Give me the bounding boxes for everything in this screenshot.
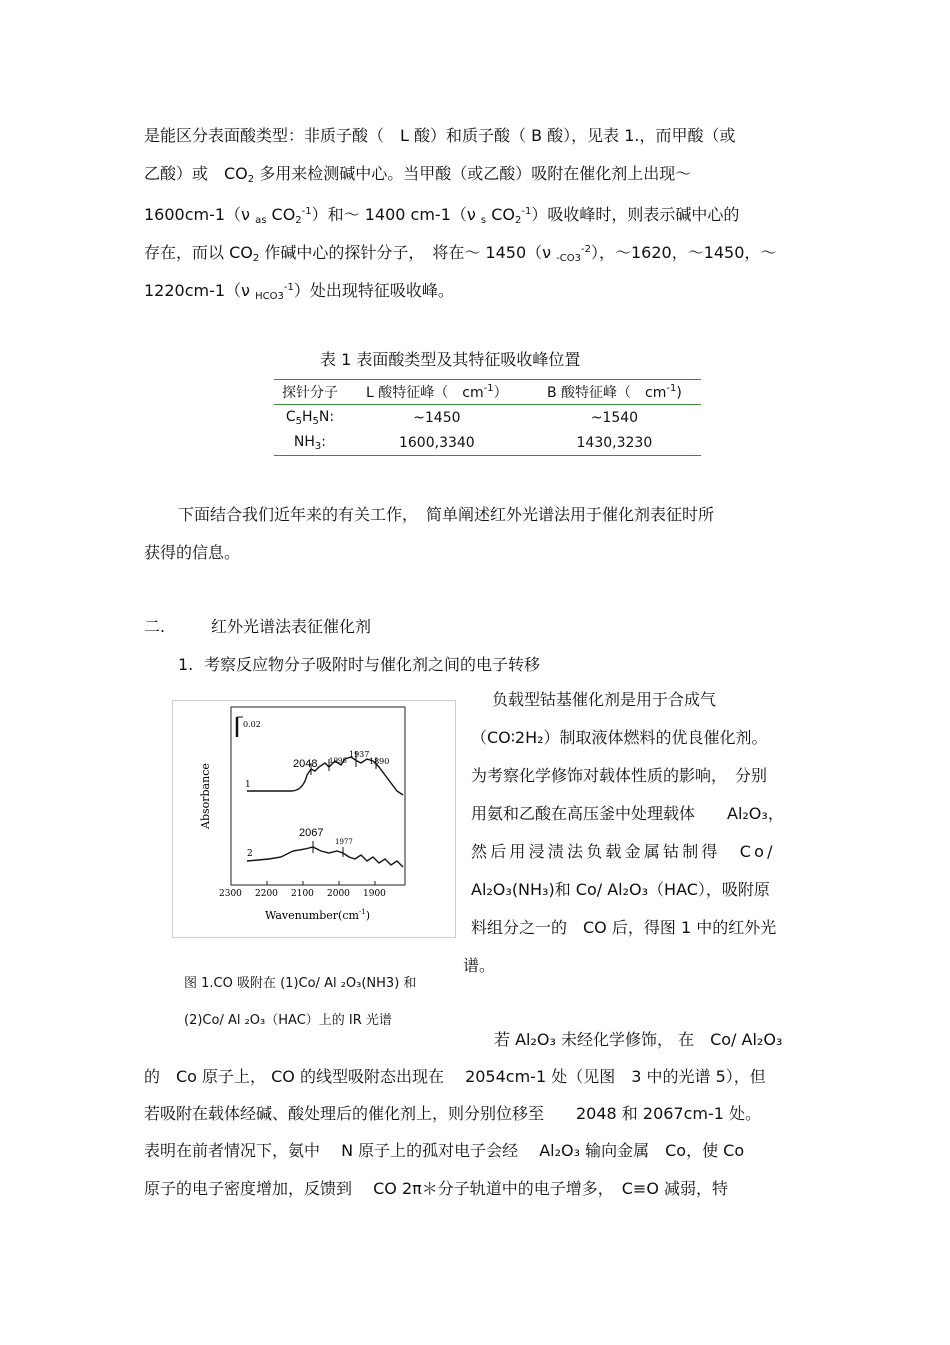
- text-span: ）处出现特征吸收峰。: [293, 281, 454, 300]
- text-span: 作碱中心的探针分子， 将在～ 1450（ν: [259, 243, 557, 262]
- subscript: -CO3: [556, 253, 581, 264]
- table-header-l-acid: [346, 380, 528, 405]
- subscript: 2: [295, 215, 302, 226]
- superscript: -2: [580, 244, 591, 255]
- right-text-line5: 然后用浸渍法负载金属钴制得 Co/: [471, 842, 776, 861]
- superscript: -1: [283, 282, 294, 293]
- y-axis-label: Absorbance: [199, 763, 212, 829]
- table-cell-b: 1430,3230: [528, 430, 701, 456]
- table-header-probe: 探针分子: [274, 380, 346, 405]
- text-span: ）吸收峰时，则表示碱中心的: [531, 205, 740, 224]
- text-span: C: [285, 408, 296, 425]
- text-span: 1220cm-1（ν: [144, 281, 256, 300]
- peak-label: 1996: [329, 757, 347, 765]
- text-span: ）和～ 1400 cm-1（ν: [311, 205, 481, 224]
- peak-label: 1977: [335, 838, 353, 846]
- figure-caption-line1: 图 1.CO 吸附在 (1)Co/ Al ₂O₃(NH3) 和: [184, 976, 417, 991]
- subscript: 2: [515, 215, 522, 226]
- section-number: 二.: [144, 617, 166, 636]
- x-tick-label: 2000: [327, 889, 350, 899]
- text-span: H: [301, 408, 313, 425]
- x-axis-label-end: ): [365, 909, 371, 922]
- text-span: N:: [318, 408, 335, 425]
- subscript: 3: [314, 440, 322, 452]
- table-cell-b: ~1540: [590, 409, 639, 426]
- right-text-line2: （CO∶2H₂）制取液体燃料的优良催化剂。: [471, 728, 768, 747]
- subscript: 5: [295, 415, 302, 427]
- x-tick-label: 1900: [363, 889, 386, 899]
- x-ticks: [231, 881, 375, 885]
- subscript: as: [255, 215, 267, 226]
- table-row: [274, 405, 701, 431]
- text-span: L 酸特征峰（ cm: [366, 385, 484, 401]
- table-header-b-acid: [528, 380, 701, 405]
- x-tick-label: 2300: [219, 889, 242, 899]
- curve-label-1: 1: [245, 780, 251, 790]
- text-span: 1600cm-1（ν: [144, 205, 256, 224]
- table-cell-l: ~1450: [413, 409, 461, 426]
- scale-label: 0.02: [243, 720, 261, 729]
- subscript: 2: [252, 253, 260, 264]
- subsection-number: 1.: [178, 655, 194, 674]
- text-span: CO: [486, 205, 515, 224]
- x-tick-label: 2200: [255, 889, 278, 899]
- plot-frame: [231, 707, 405, 885]
- figure-caption-line2: (2)Co/ Al ₂O₃（HAC）上的 IR 光谱: [184, 1013, 392, 1028]
- para1-line5: [144, 278, 454, 307]
- spectrum-curve-2: [247, 847, 403, 867]
- section-title: 红外光谱法表征催化剂: [211, 617, 372, 636]
- table-title: 表 1 表面酸类型及其特征吸收峰位置: [320, 350, 581, 369]
- ir-spectrum-plot: [173, 701, 455, 937]
- superscript: -1: [666, 383, 677, 394]
- x-axis-label-text: Wavenumber(cm: [265, 909, 359, 922]
- superscript: -1: [521, 206, 532, 217]
- x-axis-label: [265, 908, 370, 922]
- subscript: HCO3: [255, 291, 284, 302]
- para3-line2: 的 Co 原子上， CO 的线型吸附态出现在 2054cm-1 处（见图 3 中的光谱 5），但: [144, 1067, 766, 1086]
- subscript: 2: [247, 174, 255, 185]
- para3-line4: 表明在前者情况下，氨中 N 原子上的孤对电子会经 Al₂O₃ 输向金属 Co，使 Co: [144, 1141, 745, 1160]
- x-axis-label-sup: -1: [358, 908, 366, 916]
- para3-line3: 若吸附在载体经碱、酸处理后的催化剂上，则分别位移至 2048 和 2067cm-1 处。: [144, 1104, 762, 1123]
- text-span: B 酸特征峰（ cm: [546, 385, 667, 401]
- para1-line3: [144, 202, 739, 231]
- para1-line2: [144, 164, 691, 190]
- table-header-row: [274, 380, 701, 405]
- text-span: CO: [266, 205, 296, 224]
- right-text-line7: 料组分之一的 CO 后，得图 1 中的红外光: [471, 918, 777, 937]
- table-surface-acid: [274, 379, 701, 456]
- table-row: [274, 430, 701, 456]
- table-cell-probe: [274, 405, 346, 431]
- text-span: ），～1620，～1450，～: [590, 243, 777, 262]
- text-span: NH: [293, 433, 315, 450]
- subscript: 5: [312, 415, 319, 427]
- text-span: :: [321, 433, 326, 450]
- peak-label: 2067: [299, 827, 324, 839]
- text-span: 存在，而以 CO: [144, 243, 253, 262]
- text-span: 乙酸）或 CO: [144, 164, 248, 183]
- superscript: -1: [301, 206, 312, 217]
- para3-line5: 原子的电子密度增加，反馈到 CO 2π＊分子轨道中的电子增多， C≡O 减弱，特: [144, 1179, 729, 1198]
- curve-label-2: 2: [247, 849, 253, 859]
- right-text-line6: Al₂O₃(NH₃)和 Co/ Al₂O₃（HAC），吸附原: [471, 880, 770, 899]
- table-cell-l: 1600,3340: [346, 430, 528, 456]
- para1-line4: [144, 240, 776, 269]
- peak-label: 1937: [349, 750, 370, 759]
- text-span: ): [676, 385, 682, 401]
- para2-line2: 获得的信息。: [144, 543, 241, 562]
- right-text-line8: 谱。: [463, 956, 496, 975]
- figure-ir-spectrum: [172, 700, 456, 938]
- right-text-line4: 用氨和乙酸在高压釜中处理载体 Al₂O₃，: [471, 804, 784, 823]
- peak-label: 2048: [293, 758, 318, 770]
- table-cell-probe: [274, 430, 346, 456]
- para3-line1: 若 Al₂O₃ 未经化学修饰， 在 Co/ Al₂O₃: [494, 1030, 783, 1049]
- text-span: ）: [493, 385, 508, 401]
- subsection-title: 考察反应物分子吸附时与催化剂之间的电子转移: [204, 655, 541, 674]
- para2-line1: 下面结合我们近年来的有关工作， 简单阐述红外光谱法用于催化剂表征时所: [178, 505, 715, 524]
- peak-label: 1890: [369, 757, 390, 766]
- para1-line1: 是能区分表面酸类型：非质子酸（ L 酸）和质子酸（ B 酸），见表 1.，而甲酸（或: [144, 126, 736, 145]
- right-text-line3: 为考察化学修饰对载体性质的影响， 分别: [471, 766, 768, 785]
- right-text-line1: 负载型钴基催化剂是用于合成气: [492, 690, 717, 709]
- subscript: s: [480, 215, 487, 226]
- superscript: -1: [483, 383, 494, 394]
- text-span: 多用来检测碱中心。当甲酸（或乙酸）吸附在催化剂上出现～: [254, 164, 692, 183]
- x-tick-label: 2100: [291, 889, 314, 899]
